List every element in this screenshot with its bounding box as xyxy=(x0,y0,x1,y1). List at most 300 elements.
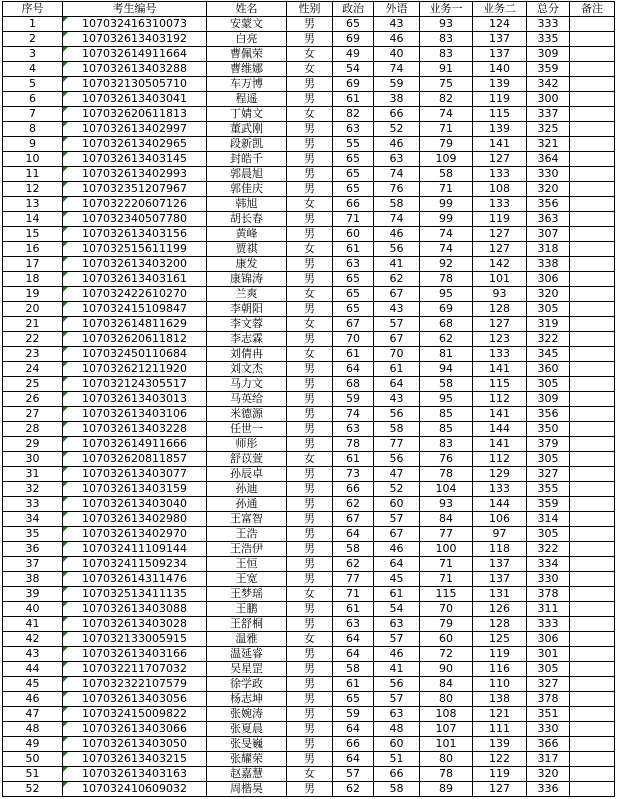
table-row[interactable] xyxy=(3,17,615,32)
cell-index[interactable]: 11 xyxy=(3,167,63,182)
cell-remarks[interactable] xyxy=(570,47,615,62)
cell-subject-one[interactable]: 71 xyxy=(420,572,473,587)
cell-total[interactable]: 330 xyxy=(527,167,570,182)
cell-subject-two[interactable]: 110 xyxy=(473,677,527,692)
cell-remarks[interactable] xyxy=(570,152,615,167)
cell-total[interactable]: 322 xyxy=(527,332,570,347)
cell-subject-two[interactable]: 133 xyxy=(473,167,527,182)
cell-subject-one[interactable]: 95 xyxy=(420,392,473,407)
table-row[interactable] xyxy=(3,587,615,602)
cell-name[interactable]: 王梦瑶 xyxy=(207,587,287,602)
cell-subject-one[interactable]: 74 xyxy=(420,107,473,122)
cell-politics[interactable]: 73 xyxy=(333,467,374,482)
cell-subject-one[interactable]: 69 xyxy=(420,302,473,317)
cell-foreign-language[interactable]: 41 xyxy=(374,257,420,272)
cell-foreign-language[interactable]: 56 xyxy=(374,677,420,692)
cell-foreign-language[interactable]: 57 xyxy=(374,512,420,527)
cell-politics[interactable]: 64 xyxy=(333,632,374,647)
table-row[interactable] xyxy=(3,77,615,92)
cell-subject-two[interactable]: 144 xyxy=(473,497,527,512)
cell-gender[interactable]: 男 xyxy=(287,737,333,752)
cell-gender[interactable]: 男 xyxy=(287,557,333,572)
table-row[interactable] xyxy=(3,557,615,572)
cell-total[interactable]: 327 xyxy=(527,467,570,482)
cell-subject-one[interactable]: 107 xyxy=(420,722,473,737)
cell-index[interactable]: 13 xyxy=(3,197,63,212)
cell-subject-two[interactable]: 141 xyxy=(473,407,527,422)
cell-remarks[interactable] xyxy=(570,257,615,272)
cell-name[interactable]: 李文蓉 xyxy=(207,317,287,332)
table-row[interactable] xyxy=(3,392,615,407)
cell-remarks[interactable] xyxy=(570,212,615,227)
cell-total[interactable]: 356 xyxy=(527,407,570,422)
cell-name[interactable]: 张婉涛 xyxy=(207,707,287,722)
cell-remarks[interactable] xyxy=(570,527,615,542)
cell-subject-two[interactable]: 127 xyxy=(473,227,527,242)
cell-foreign-language[interactable]: 63 xyxy=(374,152,420,167)
cell-name[interactable]: 孙通 xyxy=(207,497,287,512)
cell-remarks[interactable] xyxy=(570,647,615,662)
cell-name[interactable]: 黄峰 xyxy=(207,227,287,242)
cell-exam-id[interactable]: 107032322107579 xyxy=(63,677,207,692)
cell-gender[interactable]: 男 xyxy=(287,152,333,167)
table-row[interactable] xyxy=(3,212,615,227)
cell-exam-id[interactable]: 107032613403050 xyxy=(63,737,207,752)
cell-foreign-language[interactable]: 66 xyxy=(374,767,420,782)
cell-gender[interactable]: 男 xyxy=(287,527,333,542)
cell-subject-two[interactable]: 138 xyxy=(473,692,527,707)
cell-total[interactable]: 309 xyxy=(527,392,570,407)
cell-foreign-language[interactable]: 46 xyxy=(374,227,420,242)
cell-subject-one[interactable]: 79 xyxy=(420,137,473,152)
cell-foreign-language[interactable]: 56 xyxy=(374,407,420,422)
cell-subject-one[interactable]: 78 xyxy=(420,767,473,782)
cell-subject-one[interactable]: 71 xyxy=(420,557,473,572)
cell-name[interactable]: 段新凯 xyxy=(207,137,287,152)
cell-total[interactable]: 319 xyxy=(527,317,570,332)
cell-gender[interactable]: 男 xyxy=(287,662,333,677)
cell-index[interactable]: 5 xyxy=(3,77,63,92)
cell-subject-two[interactable]: 137 xyxy=(473,32,527,47)
cell-foreign-language[interactable]: 43 xyxy=(374,302,420,317)
table-row[interactable] xyxy=(3,197,615,212)
cell-gender[interactable]: 男 xyxy=(287,752,333,767)
cell-foreign-language[interactable]: 61 xyxy=(374,587,420,602)
cell-index[interactable]: 44 xyxy=(3,662,63,677)
cell-foreign-language[interactable]: 58 xyxy=(374,422,420,437)
cell-remarks[interactable] xyxy=(570,137,615,152)
cell-subject-one[interactable]: 92 xyxy=(420,257,473,272)
cell-index[interactable]: 40 xyxy=(3,602,63,617)
cell-exam-id[interactable]: 107032614311476 xyxy=(63,572,207,587)
cell-foreign-language[interactable]: 57 xyxy=(374,317,420,332)
cell-total[interactable]: 307 xyxy=(527,227,570,242)
table-row[interactable] xyxy=(3,347,615,362)
cell-remarks[interactable] xyxy=(570,122,615,137)
cell-exam-id[interactable]: 107032613402997 xyxy=(63,122,207,137)
cell-index[interactable]: 39 xyxy=(3,587,63,602)
cell-subject-one[interactable]: 85 xyxy=(420,422,473,437)
cell-subject-one[interactable]: 109 xyxy=(420,152,473,167)
cell-name[interactable]: 米德源 xyxy=(207,407,287,422)
cell-exam-id[interactable]: 107032351207967 xyxy=(63,182,207,197)
cell-total[interactable]: 305 xyxy=(527,662,570,677)
cell-total[interactable]: 330 xyxy=(527,572,570,587)
cell-index[interactable]: 49 xyxy=(3,737,63,752)
cell-politics[interactable]: 64 xyxy=(333,752,374,767)
cell-exam-id[interactable]: 107032613403088 xyxy=(63,602,207,617)
cell-name[interactable]: 车万博 xyxy=(207,77,287,92)
cell-index[interactable]: 47 xyxy=(3,707,63,722)
cell-name[interactable]: 孙迪 xyxy=(207,482,287,497)
cell-total[interactable]: 378 xyxy=(527,587,570,602)
cell-subject-two[interactable]: 97 xyxy=(473,527,527,542)
cell-index[interactable]: 12 xyxy=(3,182,63,197)
cell-subject-one[interactable]: 71 xyxy=(420,182,473,197)
cell-index[interactable]: 18 xyxy=(3,272,63,287)
cell-gender[interactable]: 男 xyxy=(287,272,333,287)
cell-remarks[interactable] xyxy=(570,62,615,77)
cell-remarks[interactable] xyxy=(570,17,615,32)
cell-politics[interactable]: 71 xyxy=(333,587,374,602)
cell-index[interactable]: 31 xyxy=(3,467,63,482)
cell-foreign-language[interactable]: 43 xyxy=(374,17,420,32)
cell-remarks[interactable] xyxy=(570,197,615,212)
cell-name[interactable]: 温雅 xyxy=(207,632,287,647)
cell-name[interactable]: 贾祺 xyxy=(207,242,287,257)
cell-remarks[interactable] xyxy=(570,587,615,602)
cell-foreign-language[interactable]: 51 xyxy=(374,752,420,767)
cell-gender[interactable]: 男 xyxy=(287,182,333,197)
table-row[interactable] xyxy=(3,317,615,332)
cell-total[interactable]: 301 xyxy=(527,647,570,662)
cell-foreign-language[interactable]: 60 xyxy=(374,497,420,512)
cell-gender[interactable]: 男 xyxy=(287,722,333,737)
table-row[interactable] xyxy=(3,512,615,527)
cell-exam-id[interactable]: 107032613403066 xyxy=(63,722,207,737)
cell-subject-one[interactable]: 82 xyxy=(420,92,473,107)
cell-subject-one[interactable]: 99 xyxy=(420,212,473,227)
cell-exam-id[interactable]: 107032614911666 xyxy=(63,437,207,452)
cell-exam-id[interactable]: 107032211707032 xyxy=(63,662,207,677)
cell-total[interactable]: 345 xyxy=(527,347,570,362)
cell-politics[interactable]: 66 xyxy=(333,197,374,212)
cell-name[interactable]: 王鹏 xyxy=(207,602,287,617)
cell-index[interactable]: 32 xyxy=(3,482,63,497)
cell-subject-two[interactable]: 121 xyxy=(473,707,527,722)
cell-remarks[interactable] xyxy=(570,572,615,587)
table-row[interactable] xyxy=(3,497,615,512)
table-row[interactable] xyxy=(3,92,615,107)
cell-exam-id[interactable]: 107032613403013 xyxy=(63,392,207,407)
cell-remarks[interactable] xyxy=(570,752,615,767)
cell-name[interactable]: 徐学政 xyxy=(207,677,287,692)
cell-exam-id[interactable]: 107032613403028 xyxy=(63,617,207,632)
cell-subject-two[interactable]: 112 xyxy=(473,452,527,467)
cell-total[interactable]: 305 xyxy=(527,302,570,317)
cell-foreign-language[interactable]: 46 xyxy=(374,137,420,152)
cell-gender[interactable]: 男 xyxy=(287,332,333,347)
cell-politics[interactable]: 49 xyxy=(333,47,374,62)
cell-subject-one[interactable]: 76 xyxy=(420,452,473,467)
cell-foreign-language[interactable]: 59 xyxy=(374,77,420,92)
cell-foreign-language[interactable]: 67 xyxy=(374,332,420,347)
cell-politics[interactable]: 61 xyxy=(333,92,374,107)
cell-gender[interactable]: 女 xyxy=(287,47,333,62)
cell-gender[interactable]: 男 xyxy=(287,707,333,722)
table-row[interactable] xyxy=(3,362,615,377)
cell-index[interactable]: 36 xyxy=(3,542,63,557)
cell-gender[interactable]: 男 xyxy=(287,167,333,182)
cell-subject-two[interactable]: 137 xyxy=(473,557,527,572)
cell-index[interactable]: 22 xyxy=(3,332,63,347)
cell-politics[interactable]: 70 xyxy=(333,332,374,347)
cell-name[interactable]: 郭晨旭 xyxy=(207,167,287,182)
table-row[interactable] xyxy=(3,662,615,677)
cell-gender[interactable]: 女 xyxy=(287,317,333,332)
cell-total[interactable]: 320 xyxy=(527,767,570,782)
cell-exam-id[interactable]: 107032613403161 xyxy=(63,272,207,287)
cell-gender[interactable]: 男 xyxy=(287,137,333,152)
cell-name[interactable]: 王宽 xyxy=(207,572,287,587)
table-row[interactable] xyxy=(3,782,615,797)
cell-index[interactable]: 15 xyxy=(3,227,63,242)
cell-subject-one[interactable]: 74 xyxy=(420,242,473,257)
cell-name[interactable]: 郭佳庆 xyxy=(207,182,287,197)
cell-exam-id[interactable]: 107032613403288 xyxy=(63,62,207,77)
cell-subject-two[interactable]: 133 xyxy=(473,197,527,212)
table-row[interactable] xyxy=(3,527,615,542)
cell-name[interactable]: 王舒桐 xyxy=(207,617,287,632)
cell-remarks[interactable] xyxy=(570,32,615,47)
cell-index[interactable]: 3 xyxy=(3,47,63,62)
cell-foreign-language[interactable]: 40 xyxy=(374,47,420,62)
cell-gender[interactable]: 男 xyxy=(287,32,333,47)
table-row[interactable] xyxy=(3,602,615,617)
cell-politics[interactable]: 62 xyxy=(333,497,374,512)
cell-politics[interactable]: 58 xyxy=(333,542,374,557)
cell-index[interactable]: 46 xyxy=(3,692,63,707)
cell-subject-one[interactable]: 84 xyxy=(420,677,473,692)
cell-subject-two[interactable]: 141 xyxy=(473,137,527,152)
cell-index[interactable]: 21 xyxy=(3,317,63,332)
cell-remarks[interactable] xyxy=(570,632,615,647)
cell-subject-one[interactable]: 71 xyxy=(420,122,473,137)
cell-subject-one[interactable]: 99 xyxy=(420,197,473,212)
cell-index[interactable]: 23 xyxy=(3,347,63,362)
cell-politics[interactable]: 65 xyxy=(333,287,374,302)
cell-gender[interactable]: 男 xyxy=(287,647,333,662)
cell-total[interactable]: 359 xyxy=(527,497,570,512)
cell-foreign-language[interactable]: 47 xyxy=(374,467,420,482)
cell-subject-one[interactable]: 78 xyxy=(420,467,473,482)
cell-name[interactable]: 周楷昊 xyxy=(207,782,287,797)
cell-total[interactable]: 378 xyxy=(527,692,570,707)
cell-total[interactable]: 325 xyxy=(527,122,570,137)
cell-index[interactable]: 19 xyxy=(3,287,63,302)
cell-politics[interactable]: 65 xyxy=(333,692,374,707)
cell-subject-one[interactable]: 80 xyxy=(420,752,473,767)
cell-index[interactable]: 1 xyxy=(3,17,63,32)
cell-politics[interactable]: 66 xyxy=(333,482,374,497)
cell-remarks[interactable] xyxy=(570,737,615,752)
table-row[interactable] xyxy=(3,632,615,647)
cell-total[interactable]: 364 xyxy=(527,152,570,167)
cell-name[interactable]: 董武刚 xyxy=(207,122,287,137)
cell-subject-one[interactable]: 84 xyxy=(420,512,473,527)
cell-name[interactable]: 杨志坤 xyxy=(207,692,287,707)
table-row[interactable] xyxy=(3,722,615,737)
cell-politics[interactable]: 59 xyxy=(333,392,374,407)
cell-politics[interactable]: 67 xyxy=(333,512,374,527)
cell-subject-two[interactable]: 127 xyxy=(473,317,527,332)
table-row[interactable] xyxy=(3,137,615,152)
cell-name[interactable]: 张旻巍 xyxy=(207,737,287,752)
table-row[interactable] xyxy=(3,287,615,302)
cell-index[interactable]: 43 xyxy=(3,647,63,662)
table-row[interactable] xyxy=(3,542,615,557)
cell-total[interactable]: 306 xyxy=(527,632,570,647)
cell-index[interactable]: 7 xyxy=(3,107,63,122)
cell-politics[interactable]: 64 xyxy=(333,647,374,662)
cell-foreign-language[interactable]: 46 xyxy=(374,542,420,557)
cell-name[interactable]: 程遥 xyxy=(207,92,287,107)
cell-remarks[interactable] xyxy=(570,617,615,632)
cell-gender[interactable]: 女 xyxy=(287,632,333,647)
cell-index[interactable]: 30 xyxy=(3,452,63,467)
cell-total[interactable]: 350 xyxy=(527,422,570,437)
cell-index[interactable]: 10 xyxy=(3,152,63,167)
cell-exam-id[interactable]: 107032124305517 xyxy=(63,377,207,392)
cell-total[interactable]: 305 xyxy=(527,377,570,392)
cell-exam-id[interactable]: 107032411109144 xyxy=(63,542,207,557)
cell-foreign-language[interactable]: 56 xyxy=(374,452,420,467)
cell-subject-one[interactable]: 89 xyxy=(420,782,473,797)
cell-foreign-language[interactable]: 57 xyxy=(374,632,420,647)
cell-index[interactable]: 37 xyxy=(3,557,63,572)
cell-index[interactable]: 9 xyxy=(3,137,63,152)
cell-politics[interactable]: 65 xyxy=(333,17,374,32)
cell-subject-two[interactable]: 129 xyxy=(473,467,527,482)
cell-subject-one[interactable]: 91 xyxy=(420,62,473,77)
cell-exam-id[interactable]: 107032614911664 xyxy=(63,47,207,62)
cell-subject-two[interactable]: 119 xyxy=(473,767,527,782)
table-row[interactable] xyxy=(3,752,615,767)
table-row[interactable] xyxy=(3,242,615,257)
cell-total[interactable]: 342 xyxy=(527,77,570,92)
cell-name[interactable]: 王浩 xyxy=(207,527,287,542)
cell-exam-id[interactable]: 107032620611812 xyxy=(63,332,207,347)
cell-subject-one[interactable]: 83 xyxy=(420,32,473,47)
cell-foreign-language[interactable]: 46 xyxy=(374,647,420,662)
table-row[interactable] xyxy=(3,152,615,167)
cell-exam-id[interactable]: 107032613403106 xyxy=(63,407,207,422)
cell-gender[interactable]: 男 xyxy=(287,542,333,557)
cell-subject-one[interactable]: 93 xyxy=(420,497,473,512)
cell-total[interactable]: 309 xyxy=(527,47,570,62)
cell-remarks[interactable] xyxy=(570,662,615,677)
cell-gender[interactable]: 女 xyxy=(287,587,333,602)
cell-subject-two[interactable]: 108 xyxy=(473,182,527,197)
cell-exam-id[interactable]: 107032613403041 xyxy=(63,92,207,107)
cell-politics[interactable]: 63 xyxy=(333,422,374,437)
cell-remarks[interactable] xyxy=(570,437,615,452)
cell-total[interactable]: 333 xyxy=(527,617,570,632)
table-row[interactable] xyxy=(3,122,615,137)
cell-subject-two[interactable]: 119 xyxy=(473,647,527,662)
cell-remarks[interactable] xyxy=(570,497,615,512)
cell-remarks[interactable] xyxy=(570,482,615,497)
cell-foreign-language[interactable]: 62 xyxy=(374,272,420,287)
cell-gender[interactable]: 男 xyxy=(287,482,333,497)
cell-subject-one[interactable]: 93 xyxy=(420,17,473,32)
cell-total[interactable]: 366 xyxy=(527,737,570,752)
cell-foreign-language[interactable]: 70 xyxy=(374,347,420,362)
cell-remarks[interactable] xyxy=(570,362,615,377)
cell-name[interactable]: 吴星罡 xyxy=(207,662,287,677)
cell-name[interactable]: 赵嘉慧 xyxy=(207,767,287,782)
table-row[interactable] xyxy=(3,617,615,632)
cell-remarks[interactable] xyxy=(570,347,615,362)
cell-gender[interactable]: 男 xyxy=(287,92,333,107)
cell-remarks[interactable] xyxy=(570,602,615,617)
cell-politics[interactable]: 77 xyxy=(333,572,374,587)
cell-foreign-language[interactable]: 63 xyxy=(374,707,420,722)
cell-exam-id[interactable]: 107032416310073 xyxy=(63,17,207,32)
cell-subject-one[interactable]: 75 xyxy=(420,77,473,92)
cell-politics[interactable]: 61 xyxy=(333,602,374,617)
cell-gender[interactable]: 男 xyxy=(287,122,333,137)
cell-foreign-language[interactable]: 64 xyxy=(374,377,420,392)
table-row[interactable] xyxy=(3,677,615,692)
cell-foreign-language[interactable]: 45 xyxy=(374,572,420,587)
cell-remarks[interactable] xyxy=(570,377,615,392)
cell-gender[interactable]: 男 xyxy=(287,437,333,452)
table-row[interactable] xyxy=(3,452,615,467)
cell-name[interactable]: 王富智 xyxy=(207,512,287,527)
cell-subject-two[interactable]: 119 xyxy=(473,92,527,107)
cell-total[interactable]: 327 xyxy=(527,677,570,692)
cell-foreign-language[interactable]: 63 xyxy=(374,617,420,632)
table-row[interactable] xyxy=(3,422,615,437)
cell-politics[interactable]: 64 xyxy=(333,527,374,542)
cell-subject-two[interactable]: 137 xyxy=(473,572,527,587)
table-row[interactable] xyxy=(3,437,615,452)
table-row[interactable] xyxy=(3,107,615,122)
cell-foreign-language[interactable]: 66 xyxy=(374,107,420,122)
cell-exam-id[interactable]: 107032415009822 xyxy=(63,707,207,722)
cell-politics[interactable]: 62 xyxy=(333,557,374,572)
cell-remarks[interactable] xyxy=(570,227,615,242)
cell-index[interactable]: 41 xyxy=(3,617,63,632)
cell-index[interactable]: 50 xyxy=(3,752,63,767)
cell-foreign-language[interactable]: 57 xyxy=(374,692,420,707)
cell-remarks[interactable] xyxy=(570,392,615,407)
cell-name[interactable]: 任世一 xyxy=(207,422,287,437)
cell-name[interactable]: 孙辰卓 xyxy=(207,467,287,482)
cell-gender[interactable]: 男 xyxy=(287,227,333,242)
cell-politics[interactable]: 63 xyxy=(333,617,374,632)
cell-index[interactable]: 26 xyxy=(3,392,63,407)
cell-exam-id[interactable]: 107032613403215 xyxy=(63,752,207,767)
cell-gender[interactable]: 男 xyxy=(287,782,333,797)
cell-subject-one[interactable]: 78 xyxy=(420,272,473,287)
cell-politics[interactable]: 69 xyxy=(333,32,374,47)
cell-name[interactable]: 曹维娜 xyxy=(207,62,287,77)
table-row[interactable] xyxy=(3,707,615,722)
cell-politics[interactable]: 63 xyxy=(333,257,374,272)
cell-foreign-language[interactable]: 54 xyxy=(374,602,420,617)
